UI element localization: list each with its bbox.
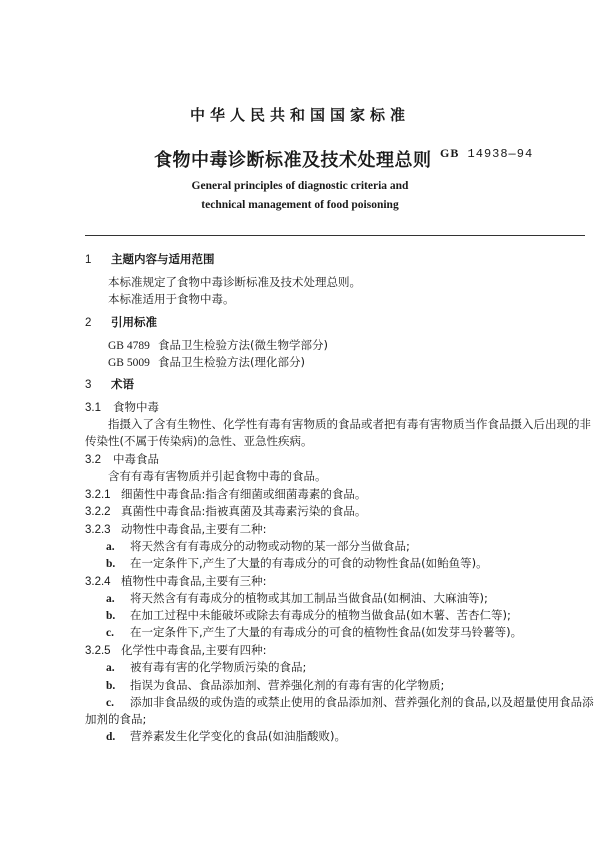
- list-item: [106, 677, 444, 693]
- item-letter: a.: [106, 593, 115, 605]
- clause-number: 3.2.4: [85, 576, 111, 588]
- reference-title: 食品卫生检验方法(微生物学部分): [158, 338, 328, 352]
- english-title-line-1: General principles of diagnostic criteria and: [191, 180, 409, 192]
- clause-3-2-2: [85, 503, 366, 519]
- list-item-continuation: 加剂的食品;: [85, 712, 147, 726]
- subsection-3-2-heading: [85, 451, 159, 467]
- reference-title: 食品卫生检验方法(理化部分): [158, 355, 305, 369]
- subsection-title: 食物中毒: [113, 400, 159, 414]
- clause-3-2-1: [85, 486, 366, 502]
- item-text: 在一定条件下,产生了大量的有毒成分的可食的植物性食品(如发芽马铃薯等)。: [130, 625, 523, 639]
- clause-text: 动物性中毒食品,主要有二种:: [121, 522, 267, 536]
- section-2-heading: [85, 314, 157, 330]
- subsection-title: 中毒食品: [113, 452, 159, 466]
- list-item: [106, 728, 346, 744]
- standard-code: [440, 146, 533, 161]
- section-title: 引用标准: [111, 315, 157, 329]
- item-text: 被有毒有害的化学物质污染的食品;: [130, 660, 307, 674]
- reference-code: GB 5009: [108, 357, 150, 369]
- list-item: [106, 590, 488, 606]
- section-3-heading: [85, 376, 134, 392]
- item-letter: c.: [106, 697, 114, 709]
- reference-item: [108, 354, 305, 370]
- clause-number: 3.2.3: [85, 524, 111, 536]
- definition-3-2: 含有有毒有害物质并引起食物中毒的食品。: [108, 469, 327, 483]
- document-title: 食物中毒诊断标准及技术处理总则: [154, 150, 432, 171]
- item-letter: a.: [106, 662, 115, 674]
- item-text: 将天然含有有毒成分的动物或动物的某一部分当做食品;: [130, 539, 410, 553]
- item-letter: b.: [106, 680, 116, 692]
- clause-number: 3.2.2: [85, 506, 111, 518]
- item-text: 在加工过程中未能破坏或除去有毒成分的植物当做食品(如木薯、苦杏仁等);: [130, 608, 511, 622]
- definition-3-1-line-2: 传染性(不属于传染病)的急性、亚急性疾病。: [85, 434, 313, 448]
- national-standard-heading: 中华人民共和国国家标准: [189, 106, 410, 124]
- item-letter: d.: [106, 731, 116, 743]
- clause-3-2-5: [85, 642, 267, 658]
- item-letter: a.: [106, 541, 115, 553]
- subsection-3-1-heading: [85, 399, 159, 415]
- list-item: [106, 538, 410, 554]
- item-text: 添加非食品级的或伪造的或禁止使用的食品添加剂、营养强化剂的食品,以及超量使用食品添: [130, 695, 594, 709]
- item-letter: b.: [106, 558, 116, 570]
- reference-code: GB 4789: [108, 340, 150, 352]
- clause-text: 化学性中毒食品,主要有四种:: [121, 643, 267, 657]
- list-item: [106, 555, 488, 571]
- section-1-para-2: 本标准适用于食物中毒。: [108, 292, 235, 306]
- standard-code-number: 14938—94: [467, 147, 534, 161]
- section-number: 2: [85, 317, 92, 329]
- reference-item: [108, 337, 328, 353]
- item-letter: b.: [106, 610, 116, 622]
- item-text: 营养素发生化学变化的食品(如油脂酸败)。: [130, 729, 346, 743]
- clause-text: 真菌性中毒食品:指被真菌及其毒素污染的食品。: [121, 504, 367, 518]
- header-divider: [85, 235, 585, 236]
- item-letter: c.: [106, 627, 114, 639]
- clause-number: 3.2.1: [85, 489, 111, 501]
- clause-3-2-4: [85, 573, 267, 589]
- list-item: [106, 624, 522, 640]
- list-item: [106, 694, 594, 710]
- clause-text: 细菌性中毒食品:指含有细菌或细菌毒素的食品。: [121, 487, 367, 501]
- subsection-number: 3.2: [85, 454, 101, 466]
- clause-number: 3.2.5: [85, 645, 111, 657]
- section-title: 主题内容与适用范围: [111, 252, 215, 266]
- section-1-para-1: 本标准规定了食物中毒诊断标准及技术处理总则。: [108, 275, 361, 289]
- section-title: 术语: [111, 377, 134, 391]
- item-text: 指误为食品、食品添加剂、营养强化剂的有毒有害的化学物质;: [130, 678, 445, 692]
- english-title-line-2: technical management of food poisoning: [201, 199, 399, 211]
- subsection-number: 3.1: [85, 402, 101, 414]
- section-number: 1: [85, 254, 92, 266]
- item-text: 在一定条件下,产生了大量的有毒成分的可食的动物性食品(如鲐鱼等)。: [130, 556, 488, 570]
- section-number: 3: [85, 379, 92, 391]
- list-item: [106, 607, 511, 623]
- clause-text: 植物性中毒食品,主要有三种:: [121, 574, 267, 588]
- clause-3-2-3: [85, 521, 267, 537]
- list-item: [106, 659, 306, 675]
- item-text: 将天然含有有毒成分的植物或其加工制品当做食品(如桐油、大麻油等);: [130, 591, 488, 605]
- definition-3-1-line-1: 指摄入了含有生物性、化学性有毒有害物质的食品或者把有毒有害物质当作食品摄入后出现的非: [108, 417, 591, 431]
- standard-code-prefix: GB: [440, 146, 460, 160]
- section-1-heading: [85, 251, 215, 267]
